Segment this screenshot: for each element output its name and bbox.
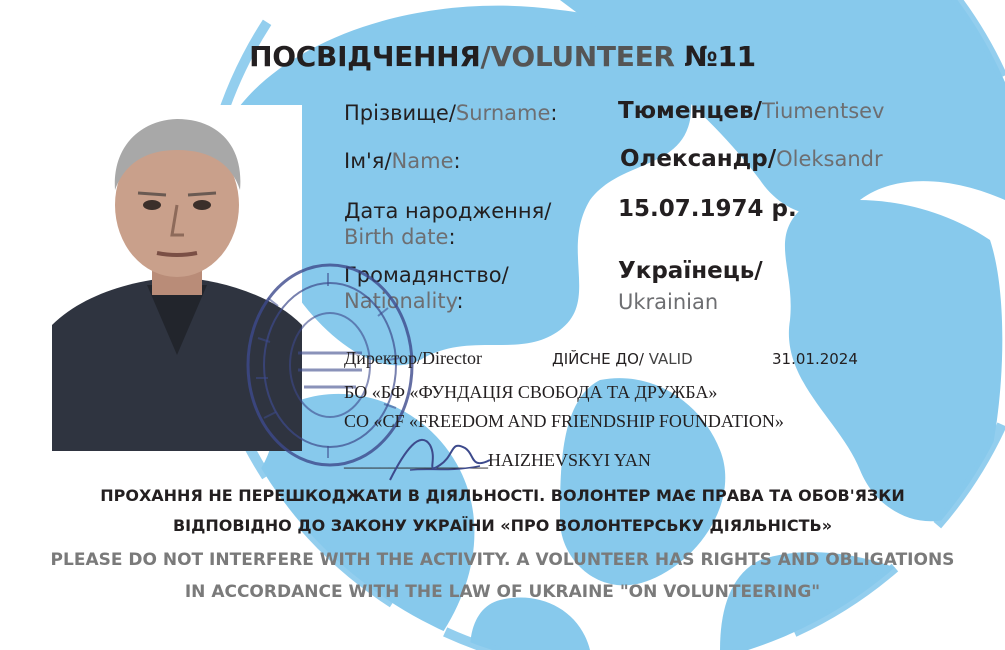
birth-value: 15.07.1974 р. (618, 196, 797, 222)
title-number: №11 (674, 40, 756, 73)
surname-value: Тюменцев/Tiumentsev (618, 98, 885, 124)
notice-en-line2: IN ACCORDANCE WITH THE LAW OF UKRAINE "ON VOLUNTEERING" (184, 582, 821, 602)
nationality-value-en: Ukrainian (618, 290, 719, 314)
valid-until: ДІЙСНЕ ДО/ VALID (552, 350, 693, 368)
name-value: Олександр/Oleksandr (620, 146, 883, 172)
card-title (0, 40, 1005, 73)
name-label: Ім'я/Name: (344, 149, 461, 173)
nationality-value: Українець/ (618, 258, 763, 284)
director-signature-line: ________________HAIZHEVSKYI YAN (344, 450, 651, 470)
nationality-label: Громадянство/ Nationality: (344, 263, 509, 313)
surname-label: Прізвище/Surname: (344, 101, 558, 125)
org-name-ua: БО «БФ «ФУНДАЦІЯ СВОБОДА ТА ДРУЖБА» (344, 382, 718, 402)
signature (380, 420, 500, 490)
director-label: Директор/Director (344, 348, 483, 368)
notice-ua-line2: ВІДПОВІДНО ДО ЗАКОНУ УКРАЇНИ «ПРО ВОЛОНТЕРСЬКУ ДІЯЛЬНІСТЬ» (172, 516, 833, 535)
director-name: HAIZHEVSKYI YAN (488, 450, 651, 470)
org-name-en: CO «CF «FREEDOM AND FRIENDSHIP FOUNDATION» (344, 411, 784, 431)
notice-en-line1: PLEASE DO NOT INTERFERE WITH THE ACTIVITY. A VOLUNTEER HAS RIGHTS AND OBLIGATIONS (50, 550, 955, 570)
birth-label: Дата народження/ Birth date: (344, 199, 552, 249)
title-ua: ПОСВІДЧЕННЯ (249, 40, 481, 73)
title-en: /VOLUNTEER (480, 40, 675, 73)
notice-ua-line1: ПРОХАННЯ НЕ ПЕРЕШКОДЖАТИ В ДІЯЛЬНОСТІ. ВОЛОНТЕР МАЄ ПРАВА ТА ОБОВ'ЯЗКИ (100, 486, 905, 505)
valid-date: 31.01.2024 (772, 350, 858, 368)
